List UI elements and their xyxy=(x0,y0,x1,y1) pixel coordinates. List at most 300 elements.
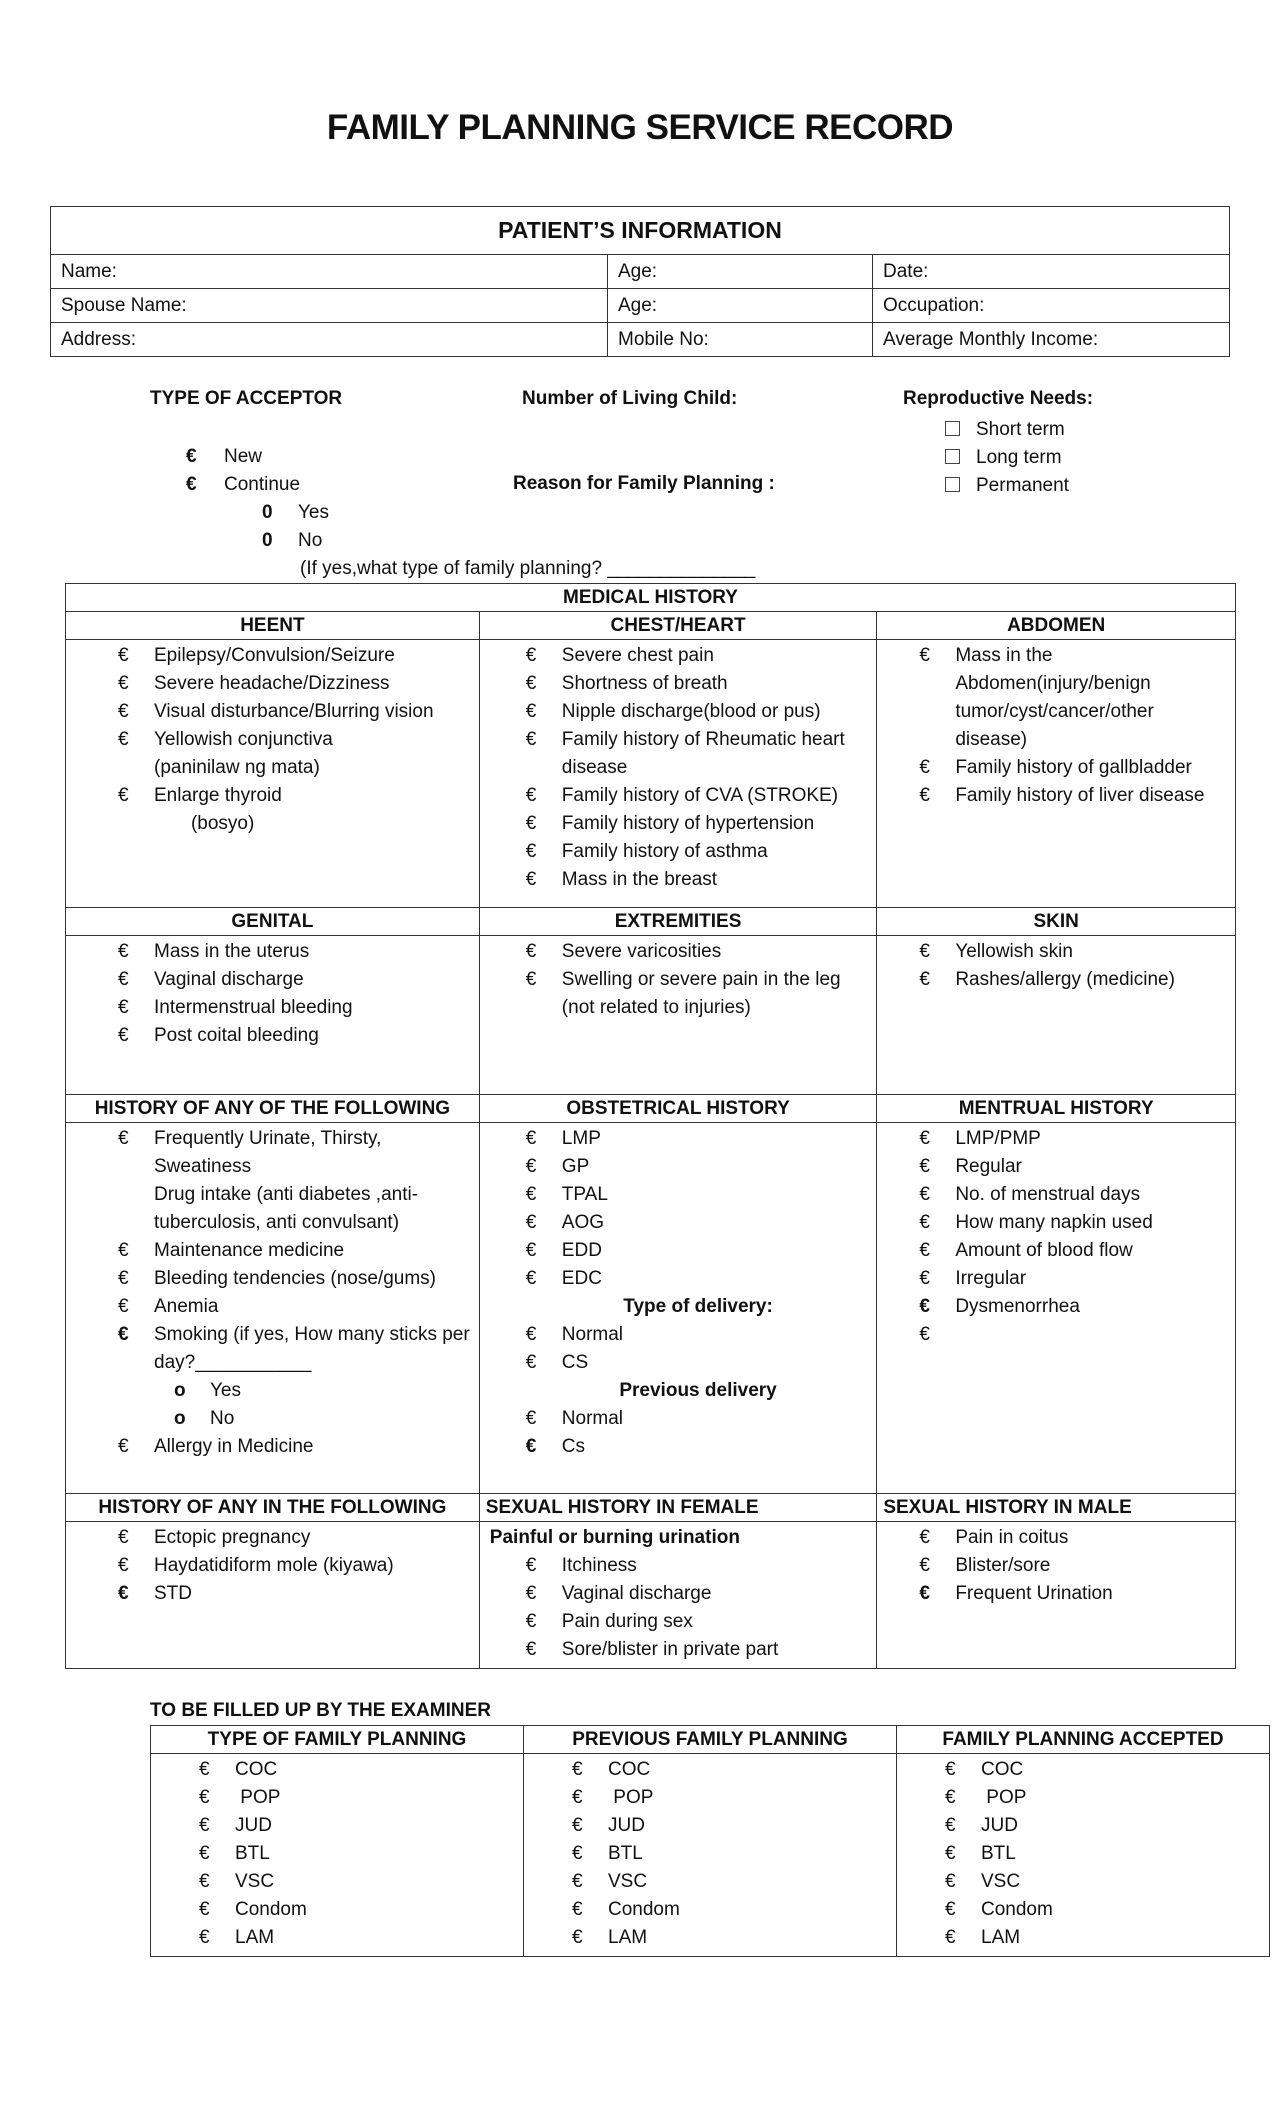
acceptor-options xyxy=(186,443,755,583)
list-item[interactable] xyxy=(118,1377,473,1405)
section-heading-extremities: EXTREMITIES xyxy=(479,908,877,936)
checkbox-icon: € xyxy=(919,1212,930,1233)
item-label: No. of menstrual days xyxy=(955,1184,1141,1205)
list-item xyxy=(489,1524,871,1552)
list-item[interactable] xyxy=(919,754,1229,782)
item-label: Haydatidiform mole (kiyawa) xyxy=(154,1555,394,1576)
checkbox-icon: € xyxy=(118,673,129,694)
list-item[interactable] xyxy=(118,1265,473,1293)
list-item[interactable] xyxy=(572,1784,890,1812)
checkbox-icon: € xyxy=(199,1871,210,1892)
section-heading-sexual-history-in-female: SEXUAL HISTORY IN FEMALE xyxy=(479,1494,877,1522)
list-item[interactable] xyxy=(919,966,1229,994)
list-item[interactable] xyxy=(118,698,473,726)
checkbox-icon: € xyxy=(919,1128,930,1149)
list-item[interactable] xyxy=(526,1580,871,1608)
checkbox-icon xyxy=(945,421,960,436)
section-heading-chest-heart: CHEST/HEART xyxy=(479,612,877,640)
short-term-label: Short term xyxy=(976,419,1065,440)
checkbox-icon: € xyxy=(118,997,129,1018)
list-item[interactable] xyxy=(526,1433,871,1461)
option-long-term[interactable] xyxy=(945,444,1069,472)
list-item[interactable] xyxy=(118,754,473,782)
item-label: Itchiness xyxy=(561,1555,637,1576)
checkbox-icon xyxy=(118,810,154,838)
date-field[interactable]: Date: xyxy=(873,255,1230,289)
list-item[interactable] xyxy=(118,966,473,994)
list-item[interactable] xyxy=(526,1608,871,1636)
age-field[interactable]: Age: xyxy=(608,255,873,289)
checkbox-icon: € xyxy=(525,1156,537,1177)
item-label: Ectopic pregnancy xyxy=(154,1527,311,1548)
checkbox-icon: € xyxy=(919,757,930,778)
checkbox-icon xyxy=(118,754,154,782)
continue-label: Continue xyxy=(224,474,301,495)
checkbox-icon: € xyxy=(199,1927,210,1948)
spouse-age-field[interactable]: Age: xyxy=(608,289,873,323)
item-label: Mass in the Abdomen(injury/benign tumor/cyst/cancer/other disease) xyxy=(955,645,1160,750)
section-mentrual-history xyxy=(877,1123,1236,1494)
checkbox-icon: € xyxy=(919,1555,930,1576)
checkbox-icon: € xyxy=(525,969,537,990)
item-label: Vaginal discharge xyxy=(154,969,304,990)
item-label: POP xyxy=(608,1787,654,1808)
list-item[interactable] xyxy=(945,1840,1263,1868)
item-label: Frequently Urinate, Thirsty, Sweatiness xyxy=(154,1128,387,1177)
checkbox-icon: € xyxy=(945,1899,956,1920)
radio-icon: 0 xyxy=(262,530,273,551)
item-label: Amount of blood flow xyxy=(955,1240,1133,1261)
list-item[interactable] xyxy=(572,1896,890,1924)
section-heading-heent: HEENT xyxy=(66,612,480,640)
section-genital xyxy=(66,936,480,1095)
item-label: TPAL xyxy=(561,1184,608,1205)
item-label: STD xyxy=(154,1583,192,1604)
examiner-heading-type-of-family-planning: TYPE OF FAMILY PLANNING xyxy=(151,1726,524,1754)
item-label: Mass in the breast xyxy=(561,869,718,890)
list-item[interactable] xyxy=(526,1153,871,1181)
checkbox-icon: € xyxy=(525,645,537,666)
checkbox-icon: € xyxy=(525,785,537,806)
list-item[interactable] xyxy=(526,698,871,726)
list-item xyxy=(526,1293,871,1321)
checkbox-icon: € xyxy=(118,969,129,990)
examiner-heading-family-planning-accepted: FAMILY PLANNING ACCEPTED xyxy=(897,1726,1270,1754)
subheading: Painful or burning urination xyxy=(489,1527,740,1548)
item-label: Severe varicosities xyxy=(561,941,722,962)
list-item[interactable] xyxy=(199,1868,517,1896)
item-label: No xyxy=(210,1408,235,1429)
option-permanent[interactable] xyxy=(945,472,1069,500)
list-item[interactable] xyxy=(118,810,473,838)
list-item[interactable] xyxy=(118,1237,473,1265)
checkbox-icon: € xyxy=(572,1927,583,1948)
item-label: Rashes/allergy (medicine) xyxy=(955,969,1175,990)
checkbox-icon: € xyxy=(118,1296,129,1317)
list-item[interactable] xyxy=(526,1265,871,1293)
section-heading-obstetrical-history: OBSTETRICAL HISTORY xyxy=(479,1095,877,1123)
item-label: How many napkin used xyxy=(955,1212,1153,1233)
item-label: GP xyxy=(561,1156,590,1177)
item-label: COC xyxy=(981,1759,1024,1780)
checkbox-icon: € xyxy=(525,1611,537,1632)
item-label: LAM xyxy=(981,1927,1021,1948)
item-label: Maintenance medicine xyxy=(154,1240,345,1261)
checkbox-icon: € xyxy=(525,729,537,750)
section-heading-abdomen: ABDOMEN xyxy=(877,612,1236,640)
list-item[interactable] xyxy=(919,1181,1229,1209)
item-label: CS xyxy=(561,1352,589,1373)
list-item[interactable] xyxy=(919,1580,1229,1608)
examiner-column-type-of-family-planning xyxy=(151,1754,524,1957)
list-item[interactable] xyxy=(526,938,871,966)
item-label: BTL xyxy=(235,1843,270,1864)
list-item[interactable] xyxy=(526,1321,871,1349)
checkbox-icon: € xyxy=(525,1408,537,1429)
list-item[interactable] xyxy=(526,1237,871,1265)
list-item[interactable] xyxy=(118,1524,473,1552)
checkbox-icon: € xyxy=(118,1025,129,1046)
checkbox-icon: € xyxy=(572,1871,583,1892)
checkbox-icon: € xyxy=(118,1240,129,1261)
item-label: Vaginal discharge xyxy=(561,1583,712,1604)
item-label: Visual disturbance/Blurring vision xyxy=(154,701,434,722)
checkbox-icon: € xyxy=(919,1583,930,1604)
checkbox-icon: € xyxy=(945,1871,956,1892)
item-label: Condom xyxy=(235,1899,307,1920)
checkbox-icon: € xyxy=(919,785,930,806)
patient-info-table xyxy=(50,206,1230,357)
item-label: Sore/blister in private part xyxy=(561,1639,779,1660)
checkbox-icon: o xyxy=(174,1408,186,1429)
list-item[interactable] xyxy=(945,1756,1263,1784)
list-item[interactable] xyxy=(945,1812,1263,1840)
section-history-of-any-of-the-following xyxy=(66,1123,480,1494)
list-item[interactable] xyxy=(572,1924,890,1952)
section-heading-history-of-any-of-the-following: HISTORY OF ANY OF THE FOLLOWING xyxy=(66,1095,480,1123)
list-item[interactable] xyxy=(118,670,473,698)
checkbox-icon xyxy=(945,477,960,492)
checkbox-icon: € xyxy=(945,1787,956,1808)
section-extremities xyxy=(479,936,877,1095)
item-label: Blister/sore xyxy=(955,1555,1051,1576)
list-item[interactable] xyxy=(118,1293,473,1321)
checkbox-icon: € xyxy=(945,1759,956,1780)
reason-label: Reason for Family Planning : xyxy=(513,473,775,494)
checkbox-icon: € xyxy=(525,1128,537,1149)
item-label: EDD xyxy=(561,1240,602,1261)
item-label: Drug intake (anti diabetes ,anti-tuberculosis, anti convulsant) xyxy=(154,1184,419,1233)
item-label: LAM xyxy=(235,1927,275,1948)
long-term-label: Long term xyxy=(976,447,1062,468)
income-field[interactable]: Average Monthly Income: xyxy=(873,323,1230,357)
checkbox-icon: € xyxy=(118,645,129,666)
list-item[interactable] xyxy=(526,726,871,782)
list-item[interactable] xyxy=(919,1209,1229,1237)
checkbox-icon: € xyxy=(199,1815,210,1836)
checkbox-icon: € xyxy=(919,1156,930,1177)
checkbox-icon: € xyxy=(525,1352,537,1373)
list-item[interactable] xyxy=(118,1433,473,1461)
checkbox-icon: € xyxy=(186,474,197,495)
list-item[interactable] xyxy=(526,1552,871,1580)
list-item[interactable] xyxy=(526,866,871,894)
occupation-field[interactable]: Occupation: xyxy=(873,289,1230,323)
checkbox-icon: € xyxy=(919,1296,930,1317)
checkbox-icon: € xyxy=(572,1759,583,1780)
item-label: Family history of asthma xyxy=(561,841,768,862)
radio-icon: 0 xyxy=(262,502,273,523)
checkbox-icon: € xyxy=(199,1787,210,1808)
checkbox-icon: € xyxy=(525,1184,537,1205)
item-label: Condom xyxy=(981,1899,1053,1920)
checkbox-icon: € xyxy=(118,1324,129,1345)
checkbox-icon: € xyxy=(199,1759,210,1780)
checkbox-icon: € xyxy=(919,645,930,666)
item-label: Family history of liver disease xyxy=(955,785,1205,806)
list-item[interactable] xyxy=(526,670,871,698)
checkbox-icon: € xyxy=(118,941,129,962)
list-item[interactable] xyxy=(526,1181,871,1209)
checkbox-icon: € xyxy=(525,1212,537,1233)
item-label: Bleeding tendencies (nose/gums) xyxy=(154,1268,437,1289)
address-field[interactable]: Address: xyxy=(51,323,608,357)
list-item[interactable] xyxy=(919,1265,1229,1293)
checkbox-icon xyxy=(118,1181,154,1237)
item-label: AOG xyxy=(561,1212,605,1233)
yes-label: Yes xyxy=(298,502,329,523)
list-item[interactable] xyxy=(118,1022,473,1050)
checkbox-icon: € xyxy=(199,1843,210,1864)
checkbox-icon: € xyxy=(525,869,537,890)
item-label: EDC xyxy=(561,1268,602,1289)
list-item[interactable] xyxy=(526,1405,871,1433)
list-item[interactable] xyxy=(526,642,871,670)
spouse-name-field[interactable]: Spouse Name: xyxy=(51,289,608,323)
checkbox-icon: € xyxy=(525,1639,537,1660)
checkbox-icon: € xyxy=(118,1555,129,1576)
list-item[interactable] xyxy=(118,642,473,670)
checkbox-icon: € xyxy=(572,1787,583,1808)
item-label: Yellowish conjunctiva xyxy=(154,729,333,750)
checkbox-icon: € xyxy=(572,1815,583,1836)
list-item[interactable] xyxy=(919,938,1229,966)
item-label: LMP xyxy=(561,1128,601,1149)
list-item[interactable] xyxy=(118,782,473,810)
list-item xyxy=(526,1377,871,1405)
list-item[interactable] xyxy=(526,838,871,866)
checkbox-icon: € xyxy=(525,941,537,962)
checkbox-icon: € xyxy=(525,673,537,694)
list-item[interactable] xyxy=(118,1552,473,1580)
checkbox-icon: € xyxy=(945,1843,956,1864)
item-label: Family history of Rheumatic heart disease xyxy=(561,729,851,778)
list-item[interactable] xyxy=(945,1784,1263,1812)
list-item[interactable] xyxy=(919,1125,1229,1153)
list-item[interactable] xyxy=(118,726,473,754)
checkbox-icon: € xyxy=(525,1268,537,1289)
item-label: Swelling or severe pain in the leg (not related to injuries) xyxy=(561,969,846,1018)
list-item[interactable] xyxy=(526,1125,871,1153)
if-yes-question[interactable]: (If yes,what type of family planning? ______________ xyxy=(300,558,756,579)
item-label: Irregular xyxy=(955,1268,1027,1289)
list-item[interactable] xyxy=(526,966,871,1022)
item-label: Epilepsy/Convulsion/Seizure xyxy=(154,645,395,666)
list-item[interactable] xyxy=(919,1293,1229,1321)
list-item[interactable] xyxy=(945,1896,1263,1924)
checkbox-icon: € xyxy=(525,1436,537,1457)
item-label: Smoking (if yes, How many sticks per day?___________ xyxy=(154,1324,475,1373)
item-label: Allergy in Medicine xyxy=(154,1436,314,1457)
checkbox-icon xyxy=(945,449,960,464)
list-item[interactable] xyxy=(199,1896,517,1924)
list-item[interactable] xyxy=(118,994,473,1022)
section-skin xyxy=(877,936,1236,1095)
checkbox-icon: € xyxy=(118,1128,129,1149)
list-item[interactable] xyxy=(945,1868,1263,1896)
checkbox-icon: € xyxy=(118,1527,129,1548)
list-item[interactable] xyxy=(572,1868,890,1896)
checkbox-icon: € xyxy=(919,1527,930,1548)
checkbox-icon: € xyxy=(118,729,129,750)
item-label: COC xyxy=(235,1759,278,1780)
section-sexual-history-in-female xyxy=(479,1522,877,1669)
list-item[interactable] xyxy=(945,1924,1263,1952)
list-item[interactable] xyxy=(199,1812,517,1840)
type-of-acceptor-label: TYPE OF ACCEPTOR xyxy=(150,388,343,409)
list-item[interactable] xyxy=(118,1580,473,1608)
subheading: Type of delivery: xyxy=(623,1296,773,1317)
list-item[interactable] xyxy=(118,938,473,966)
examiner-column-family-planning-accepted xyxy=(897,1754,1270,1957)
item-label: Mass in the uterus xyxy=(154,941,310,962)
permanent-label: Permanent xyxy=(976,475,1069,496)
page-title: FAMILY PLANNING SERVICE RECORD xyxy=(326,108,954,147)
checkbox-icon: € xyxy=(525,1583,537,1604)
item-label: (bosyo) xyxy=(154,813,255,834)
option-yes[interactable] xyxy=(186,499,755,527)
section-chest-heart xyxy=(479,640,877,908)
checkbox-icon: o xyxy=(174,1380,186,1401)
list-item[interactable] xyxy=(526,782,871,810)
list-item[interactable] xyxy=(526,810,871,838)
section-heading-skin: SKIN xyxy=(877,908,1236,936)
section-heading-mentrual-history: MENTRUAL HISTORY xyxy=(877,1095,1236,1123)
item-label: Yes xyxy=(210,1380,241,1401)
examiner-label: TO BE FILLED UP BY THE EXAMINER xyxy=(150,1700,491,1721)
checkbox-icon: € xyxy=(118,701,129,722)
list-item[interactable] xyxy=(919,1237,1229,1265)
item-label: Enlarge thyroid xyxy=(154,785,282,806)
checkbox-icon: € xyxy=(525,1324,537,1345)
examiner-column-previous-family-planning xyxy=(524,1754,897,1957)
checkbox-icon: € xyxy=(945,1927,956,1948)
list-item[interactable] xyxy=(118,1321,473,1377)
option-new[interactable] xyxy=(186,443,755,471)
list-item[interactable] xyxy=(199,1784,517,1812)
item-label: JUD xyxy=(608,1815,645,1836)
checkbox-icon: € xyxy=(919,1240,930,1261)
list-item[interactable] xyxy=(572,1840,890,1868)
checkbox-icon: € xyxy=(118,1268,129,1289)
item-label: Severe headache/Dizziness xyxy=(154,673,390,694)
list-item[interactable] xyxy=(572,1812,890,1840)
list-item[interactable] xyxy=(118,1125,473,1181)
option-no[interactable] xyxy=(186,527,755,555)
section-heent xyxy=(66,640,480,908)
item-label: Condom xyxy=(608,1899,680,1920)
list-item[interactable] xyxy=(919,1524,1229,1552)
item-label: Intermenstrual bleeding xyxy=(154,997,353,1018)
item-label: Normal xyxy=(561,1408,624,1429)
item-label: Anemia xyxy=(154,1296,219,1317)
item-label: (paninilaw ng mata) xyxy=(154,757,320,778)
list-item[interactable] xyxy=(118,1405,473,1433)
checkbox-icon: € xyxy=(525,813,537,834)
checkbox-icon: € xyxy=(525,841,537,862)
item-label: Post coital bleeding xyxy=(154,1025,319,1046)
item-label: Yellowish skin xyxy=(955,941,1073,962)
option-short-term[interactable] xyxy=(945,416,1069,444)
mobile-field[interactable]: Mobile No: xyxy=(608,323,873,357)
item-label: Nipple discharge(blood or pus) xyxy=(561,701,821,722)
item-label: LAM xyxy=(608,1927,648,1948)
list-item[interactable] xyxy=(919,1321,1229,1349)
list-item[interactable] xyxy=(572,1756,890,1784)
item-label: VSC xyxy=(608,1871,648,1892)
medical-history-title: MEDICAL HISTORY xyxy=(66,584,1236,612)
patient-info-header: PATIENT’S INFORMATION xyxy=(51,207,1230,255)
new-label: New xyxy=(224,446,263,467)
section-abdomen xyxy=(877,640,1236,908)
reproductive-needs-label: Reproductive Needs: xyxy=(903,388,1094,409)
checkbox-icon: € xyxy=(186,446,197,467)
examiner-table xyxy=(150,1725,1270,1957)
list-item[interactable] xyxy=(526,1636,871,1664)
name-field[interactable]: Name: xyxy=(51,255,608,289)
checkbox-icon: € xyxy=(118,1583,129,1604)
item-label: Regular xyxy=(955,1156,1022,1177)
item-label: Family history of CVA (STROKE) xyxy=(561,785,839,806)
list-item[interactable] xyxy=(919,642,1229,754)
list-item[interactable] xyxy=(526,1349,871,1377)
item-label: BTL xyxy=(981,1843,1016,1864)
item-label: JUD xyxy=(235,1815,272,1836)
checkbox-icon: € xyxy=(919,1184,930,1205)
list-item[interactable] xyxy=(199,1924,517,1952)
list-item[interactable] xyxy=(199,1756,517,1784)
list-item[interactable] xyxy=(919,1552,1229,1580)
item-label: LMP/PMP xyxy=(955,1128,1041,1149)
item-label: VSC xyxy=(235,1871,275,1892)
item-label: POP xyxy=(981,1787,1027,1808)
item-label: POP xyxy=(235,1787,281,1808)
item-label: Dysmenorrhea xyxy=(955,1296,1080,1317)
list-item[interactable] xyxy=(118,1181,473,1237)
checkbox-icon: € xyxy=(525,1555,537,1576)
list-item[interactable] xyxy=(526,1209,871,1237)
list-item[interactable] xyxy=(919,1153,1229,1181)
list-item[interactable] xyxy=(919,782,1229,810)
checkbox-icon: € xyxy=(525,701,537,722)
reproductive-needs-options xyxy=(945,416,1069,500)
item-label: Frequent Urination xyxy=(955,1583,1113,1604)
checkbox-icon: € xyxy=(199,1899,210,1920)
checkbox-icon: € xyxy=(945,1815,956,1836)
item-label: JUD xyxy=(981,1815,1018,1836)
list-item[interactable] xyxy=(199,1840,517,1868)
checkbox-icon: € xyxy=(572,1843,583,1864)
